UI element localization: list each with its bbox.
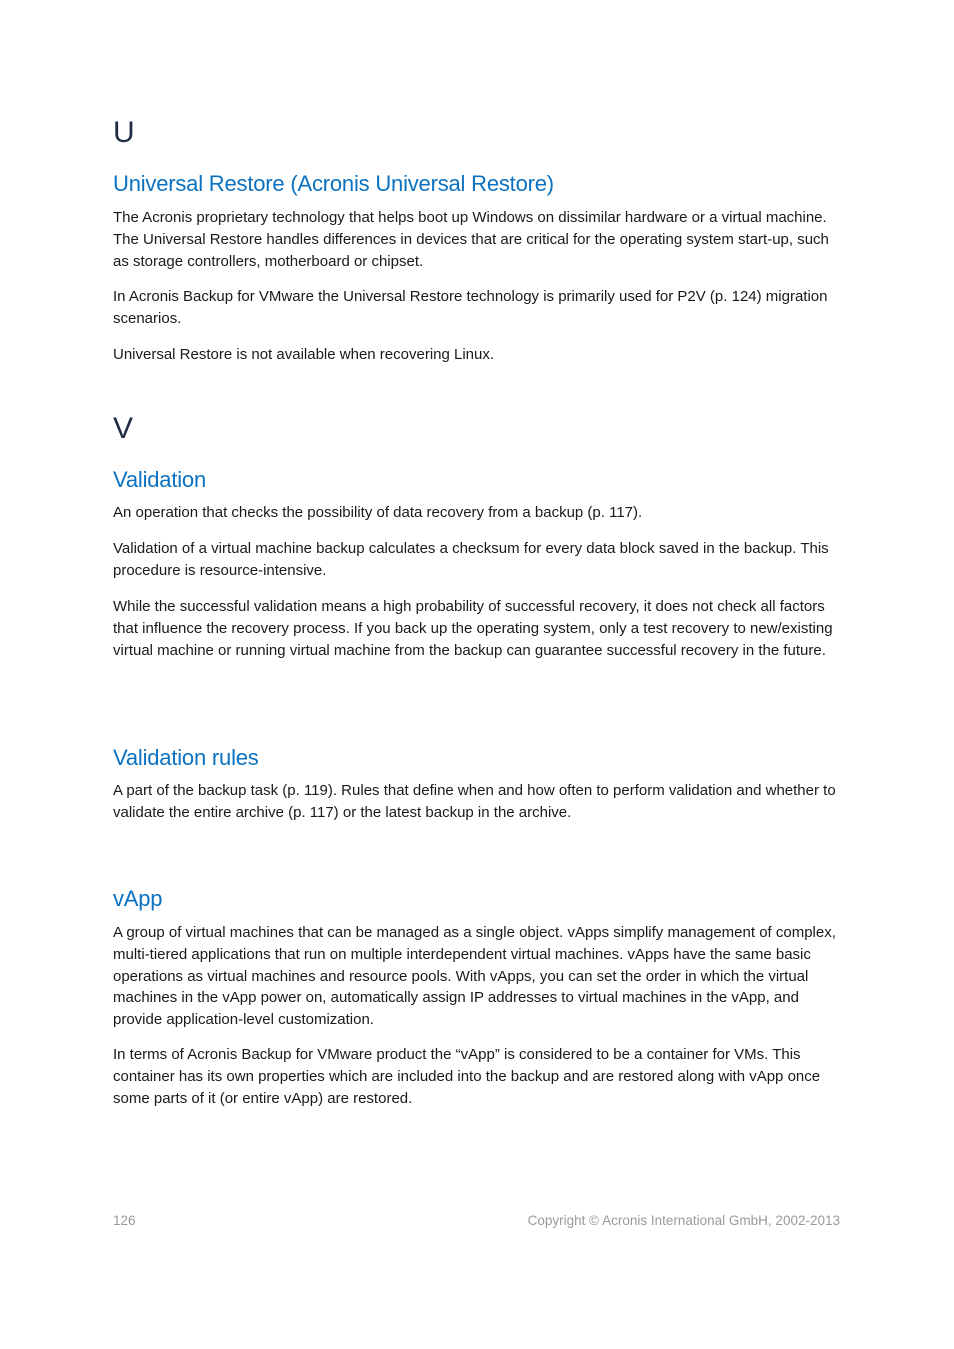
paragraph: A part of the backup task (p. 119). Rules that define when and how often to perform validation and whether to validate the entire archive (p. 117) or the latest backup in the archive. xyxy=(113,782,836,821)
section-letter-u: U xyxy=(113,116,135,149)
section-letter-v: V xyxy=(113,412,134,445)
paragraph: A group of virtual machines that can be managed as a single object. vApps simplify management of complex, multi-tiered applications that run on multiple interdependent virtual machines. vApps have the same basic operations as virtual machines and resource pools. With vApps, you can set the order in which the virtual machines in the vApp power on, automatically assign IP addresses to virtual machines in the vApp, and provide application-level customization. xyxy=(113,924,836,1029)
paragraph: In Acronis Backup for VMware the Universal Restore technology is primarily used for P2V (p. 124) migration scenarios. xyxy=(113,288,828,327)
heading-validation-rules: Validation rules xyxy=(113,745,259,770)
heading-vapp: vApp xyxy=(113,886,163,911)
paragraph: Validation of a virtual machine backup calculates a checksum for every data block saved in the backup. This procedure is resource-intensive. xyxy=(113,540,829,579)
heading-validation: Validation xyxy=(113,467,206,492)
paragraph: In terms of Acronis Backup for VMware product the “vApp” is considered to be a container for VMs. This container has its own properties which are included into the backup and are restored along with vApp once some parts of it (or entire vApp) are restored. xyxy=(113,1046,821,1107)
paragraph: Universal Restore is not available when recovering Linux. xyxy=(113,346,495,363)
paragraph: While the successful validation means a high probability of successful recovery, it does not check all factors that influence the recovery process. If you back up the operating system, only a test recovery to new/existing virtual machine or running virtual machine from the backup can guarantee successful recovery in the future. xyxy=(113,598,833,659)
copyright-notice: Copyright © Acronis International GmbH, 2002-2013 xyxy=(527,1213,840,1228)
paragraph: An operation that checks the possibility of data recovery from a backup (p. 117). xyxy=(113,504,643,521)
paragraph: The Acronis proprietary technology that helps boot up Windows on dissimilar hardware or a virtual machine. The Universal Restore handles differences in devices that are critical for the operating system start-up, such as storage controllers, motherboard or chipset. xyxy=(113,209,829,270)
heading-universal-restore: Universal Restore (Acronis Universal Restore) xyxy=(113,171,554,196)
page-number: 126 xyxy=(113,1213,136,1228)
